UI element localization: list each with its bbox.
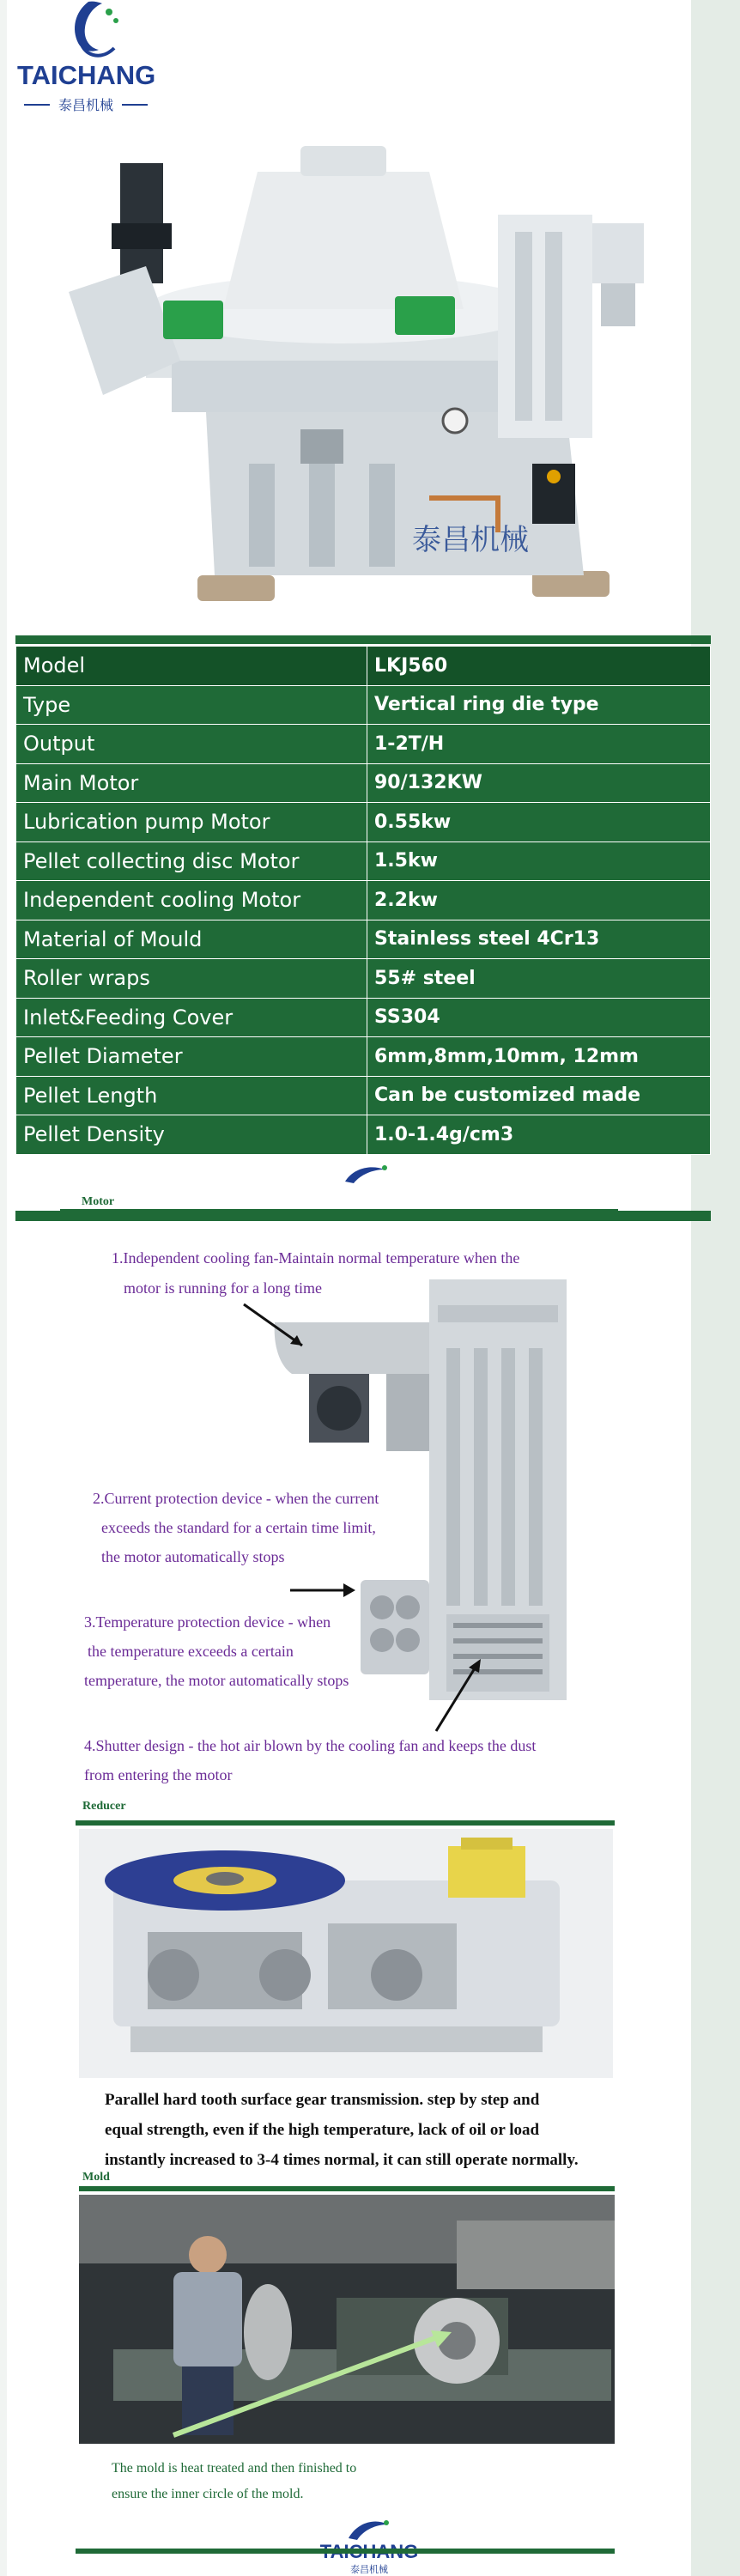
brand-name-cn: 泰昌机械 bbox=[58, 97, 113, 113]
spec-value: Stainless steel 4Cr13 bbox=[367, 920, 711, 959]
footer-logo bbox=[283, 2516, 455, 2575]
table-row bbox=[16, 841, 711, 881]
photo-brand-text: 泰昌机械 bbox=[412, 523, 529, 557]
table-row bbox=[16, 1076, 711, 1115]
small-logo-icon bbox=[343, 2516, 395, 2542]
left-margin-strip bbox=[0, 0, 7, 2576]
spec-value: 55# steel bbox=[367, 959, 711, 999]
spec-label: Pellet Length bbox=[16, 1076, 367, 1115]
spec-label: Roller wraps bbox=[16, 959, 367, 999]
spec-label: Pellet Density bbox=[16, 1115, 367, 1155]
table-row bbox=[16, 1037, 711, 1077]
motor-note-2-line-3: the motor automatically stops bbox=[101, 1548, 285, 1565]
spec-label: Model bbox=[16, 647, 367, 686]
motor-note-4-line-2: from entering the motor bbox=[84, 1766, 233, 1783]
reducer-photo bbox=[79, 1829, 613, 2078]
spec-value: 0.55kw bbox=[367, 803, 711, 842]
spec-value: 1-2T/H bbox=[367, 725, 711, 764]
right-margin-strip bbox=[691, 0, 740, 2576]
spec-table bbox=[15, 646, 711, 1155]
spec-value: Can be customized made bbox=[367, 1076, 711, 1115]
spec-label: Pellet Diameter bbox=[16, 1037, 367, 1077]
pellet-mill-photo bbox=[52, 137, 652, 610]
mold-workshop-photo bbox=[79, 2195, 615, 2444]
table-row bbox=[16, 647, 711, 686]
mold-heading-bar bbox=[79, 2186, 615, 2191]
motor-note-1-line-2: motor is running for a long time bbox=[124, 1279, 322, 1297]
mold-heading: Mold bbox=[82, 2171, 110, 2184]
motor-heading: Motor bbox=[82, 1195, 115, 1208]
motor-heading-bar bbox=[60, 1209, 618, 1213]
table-row bbox=[16, 685, 711, 725]
motor-note-2-line-1: 2.Current protection device - when the current bbox=[93, 1490, 379, 1507]
spec-value: Vertical ring die type bbox=[367, 685, 711, 725]
spec-label: Type bbox=[16, 685, 367, 725]
spec-value: LKJ560 bbox=[367, 647, 711, 686]
spec-value: 90/132KW bbox=[367, 763, 711, 803]
spec-label: Independent cooling Motor bbox=[16, 881, 367, 920]
motor-note-1-line-1: 1.Independent cooling fan-Maintain normal temperature when the bbox=[112, 1249, 520, 1267]
motor-note-4-line-1: 4.Shutter design - the hot air blown by the cooling fan and keeps the dust bbox=[84, 1737, 537, 1754]
footer-brand-cn: 泰昌机械 bbox=[350, 2564, 388, 2575]
spec-value: 1.0-1.4g/cm3 bbox=[367, 1115, 711, 1155]
spec-value: 1.5kw bbox=[367, 841, 711, 881]
motor-note-3-line-2: the temperature exceeds a certain bbox=[88, 1643, 294, 1660]
mold-note-line-2: ensure the inner circle of the mold. bbox=[112, 2487, 304, 2501]
motor-note-2-line-2: exceeds the standard for a certain time limit, bbox=[101, 1519, 376, 1536]
brand-logo bbox=[17, 0, 155, 116]
spec-value: 6mm,8mm,10mm, 12mm bbox=[367, 1037, 711, 1077]
spec-label: Material of Mould bbox=[16, 920, 367, 959]
motor-note-3-line-3: temperature, the motor automatically stops bbox=[84, 1672, 349, 1689]
arrow-icon bbox=[288, 1580, 357, 1601]
spec-label: Output bbox=[16, 725, 367, 764]
table-row bbox=[16, 959, 711, 999]
footer-bar bbox=[76, 2549, 615, 2554]
spec-table-top-bar bbox=[15, 635, 711, 644]
spec-value: SS304 bbox=[367, 998, 711, 1037]
mold-note-line-1: The mold is heat treated and then finished to bbox=[112, 2461, 357, 2476]
table-row bbox=[16, 881, 711, 920]
arrow-icon bbox=[240, 1301, 309, 1352]
table-row bbox=[16, 803, 711, 842]
table-row bbox=[16, 763, 711, 803]
spec-value: 2.2kw bbox=[367, 881, 711, 920]
table-row bbox=[16, 725, 711, 764]
small-logo-icon bbox=[342, 1163, 393, 1185]
brand-name-en: TAICHANG bbox=[17, 60, 156, 90]
reducer-heading-bar bbox=[76, 1820, 615, 1826]
taichang-logo-icon bbox=[56, 0, 124, 62]
spec-label: Main Motor bbox=[16, 763, 367, 803]
spec-label: Lubrication pump Motor bbox=[16, 803, 367, 842]
table-row bbox=[16, 998, 711, 1037]
arrow-icon bbox=[433, 1657, 484, 1735]
reducer-text-line-3: instantly increased to 3-4 times normal, it can still operate normally. bbox=[105, 2151, 579, 2169]
spec-label: Pellet collecting disc Motor bbox=[16, 841, 367, 881]
motor-note-3-line-1: 3.Temperature protection device - when bbox=[84, 1613, 331, 1631]
spec-label: Inlet&Feeding Cover bbox=[16, 998, 367, 1037]
reducer-text-line-1: Parallel hard tooth surface gear transmission. step by step and bbox=[105, 2091, 540, 2109]
table-row bbox=[16, 1115, 711, 1155]
table-row bbox=[16, 920, 711, 959]
reducer-text-line-2: equal strength, even if the high temperature, lack of oil or load bbox=[105, 2121, 540, 2139]
reducer-heading: Reducer bbox=[82, 1800, 126, 1813]
